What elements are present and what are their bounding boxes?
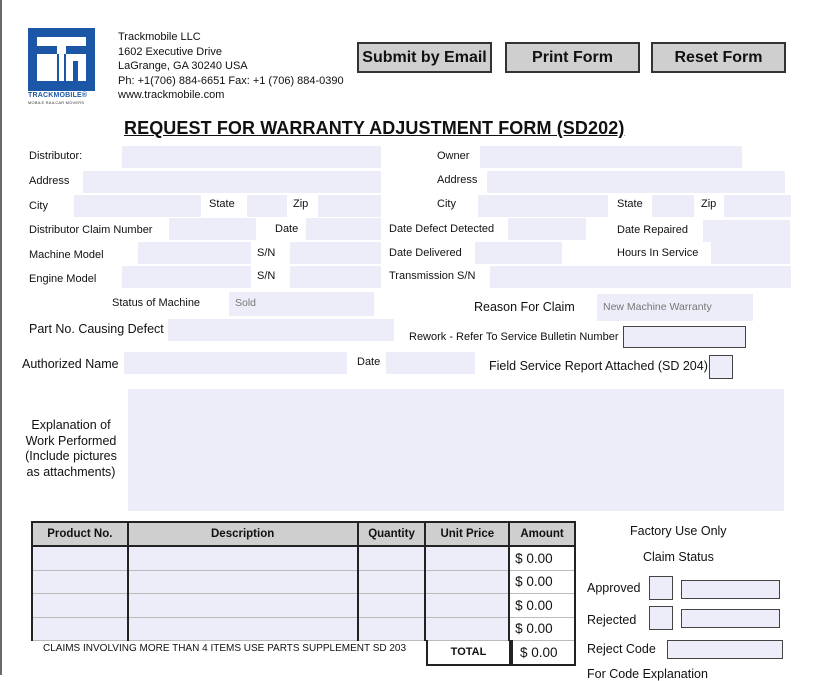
description-cell[interactable] [128,594,358,618]
rework-label: Rework - Refer To Service Bulletin Number [409,331,619,343]
table-row [32,546,575,570]
reason-for-claim-select[interactable] [597,294,753,321]
hours-in-service-label: Hours In Service [617,247,699,259]
explanation-line-1: Explanation of [31,418,111,432]
amount-cell: $ 0.00 [509,594,575,618]
rejected-field[interactable] [681,609,780,628]
owner-city-label: City [437,198,456,210]
rework-bulletin-field[interactable] [623,326,746,348]
explanation-line-4: as attachments) [26,464,116,479]
owner-label: Owner [437,150,470,162]
transmission-sn-field[interactable] [490,266,791,288]
date-defect-label: Date Defect Detected [389,223,495,235]
hours-in-service-field[interactable] [711,242,790,264]
state-label: State [209,198,235,210]
logo-tagline: MOBILE RAILCAR MOVERS [28,100,85,105]
unit-price-cell[interactable] [425,594,509,618]
owner-city-field[interactable] [478,195,608,217]
explanation-line-2: Work Performed [25,433,117,448]
address-label: Address [29,175,70,187]
header-amount: Amount [509,522,575,546]
amount-cell: $ 0.00 [509,617,575,641]
claim-number-field[interactable] [169,218,256,240]
machine-model-label: Machine Model [29,249,104,261]
code-explanation-label: For Code Explanation [587,667,708,681]
distributor-field[interactable] [122,146,381,168]
owner-address-label: Address [437,174,478,186]
parts-table [31,521,576,641]
authorized-date-label: Date [357,356,381,368]
distributor-label: Distributor: [29,150,83,162]
unit-price-cell[interactable] [425,570,509,594]
city-field[interactable] [74,195,201,217]
product-no-cell[interactable] [32,594,128,618]
explanation-label [18,418,124,480]
page-edge [0,0,2,675]
company-phone: Ph: +1(706) 884-6651 Fax: +1 (706) 884-0390 [118,74,344,87]
description-cell[interactable] [128,570,358,594]
company-address-block [118,30,344,103]
address-field[interactable] [83,171,381,193]
machine-model-field[interactable] [138,242,251,264]
logo-wordmark: TRACKMOBILE® [28,92,88,99]
date-delivered-label: Date Delivered [389,247,462,259]
reason-for-claim-value: New Machine Warranty [603,301,712,313]
engine-model-field[interactable] [122,266,251,288]
claim-number-label: Distributor Claim Number [29,224,153,236]
date-repaired-label: Date Repaired [617,224,688,236]
total-label: TOTAL [426,640,511,666]
approved-field[interactable] [681,580,780,599]
field-service-report-label: Field Service Report Attached (SD 204) [489,359,708,373]
owner-zip-field[interactable] [724,195,791,217]
reject-code-label: Reject Code [587,642,656,656]
product-no-cell[interactable] [32,570,128,594]
reject-code-field[interactable] [667,640,783,659]
zip-field[interactable] [318,195,381,217]
total-amount: $ 0.00 [511,640,576,666]
rejected-checkbox[interactable] [649,606,673,630]
quantity-cell[interactable] [358,546,426,570]
authorized-name-label: Authorized Name [22,357,119,371]
state-field[interactable] [247,195,287,217]
unit-price-cell[interactable] [425,546,509,570]
owner-address-field[interactable] [487,171,785,193]
date-delivered-field[interactable] [475,242,562,264]
quantity-cell[interactable] [358,570,426,594]
status-of-machine-label: Status of Machine [112,297,201,309]
explanation-line-3: (Include pictures [25,449,117,463]
logo-mark-icon [28,28,95,91]
factory-use-title: Factory Use Only [630,524,727,538]
header-unit-price: Unit Price [425,522,509,546]
quantity-cell[interactable] [358,617,426,641]
date-defect-field[interactable] [508,218,586,240]
company-street: 1602 Executive Drive [118,45,222,58]
description-cell[interactable] [128,546,358,570]
amount-cell: $ 0.00 [509,570,575,594]
engine-sn-field[interactable] [290,266,381,288]
city-label: City [29,200,48,212]
table-row [32,594,575,618]
field-service-report-checkbox[interactable] [709,355,733,379]
trackmobile-logo [28,28,95,91]
rejected-label: Rejected [587,613,637,627]
owner-state-label: State [617,198,643,210]
parts-table-header [32,522,575,546]
authorized-name-field[interactable] [124,352,347,374]
reset-form-button[interactable]: Reset Form [651,42,786,73]
explanation-textarea[interactable] [128,389,784,511]
quantity-cell[interactable] [358,594,426,618]
print-form-button[interactable]: Print Form [505,42,640,73]
reason-for-claim-label: Reason For Claim [474,300,575,314]
header-quantity: Quantity [358,522,426,546]
owner-state-field[interactable] [652,195,694,217]
claim-date-label: Date [275,223,299,235]
claim-date-field[interactable] [306,218,381,240]
parts-supplement-note: CLAIMS INVOLVING MORE THAN 4 ITEMS USE PARTS SUPPLEMENT SD 203 [43,643,407,654]
company-city: LaGrange, GA 30240 USA [118,60,248,72]
status-of-machine-value: Sold [235,297,257,309]
unit-price-cell[interactable] [425,617,509,641]
approved-checkbox[interactable] [649,576,673,600]
table-row [32,570,575,594]
table-row [32,617,575,641]
machine-sn-field[interactable] [290,242,381,264]
description-cell[interactable] [128,617,358,641]
engine-model-label: Engine Model [29,273,97,285]
approved-label: Approved [587,581,641,595]
product-no-cell[interactable] [32,546,128,570]
owner-zip-label: Zip [701,198,717,210]
transmission-sn-label: Transmission S/N [389,270,476,282]
zip-label: Zip [293,198,309,210]
submit-by-email-button[interactable]: Submit by Email [357,42,492,73]
status-of-machine-select[interactable] [229,292,374,316]
part-no-label: Part No. Causing Defect [29,322,164,336]
part-no-field[interactable] [168,319,394,341]
amount-cell: $ 0.00 [509,546,575,570]
owner-field[interactable] [480,146,742,168]
company-website: www.trackmobile.com [118,89,225,101]
product-no-cell[interactable] [32,617,128,641]
company-name: Trackmobile LLC [118,31,201,43]
engine-sn-label: S/N [257,270,276,282]
claim-status-label: Claim Status [643,550,714,564]
authorized-date-field[interactable] [386,352,475,374]
header-description: Description [128,522,358,546]
date-repaired-field[interactable] [703,220,790,242]
machine-sn-label: S/N [257,247,276,259]
header-product-no: Product No. [32,522,128,546]
form-title: REQUEST FOR WARRANTY ADJUSTMENT FORM (SD202) [124,118,625,138]
